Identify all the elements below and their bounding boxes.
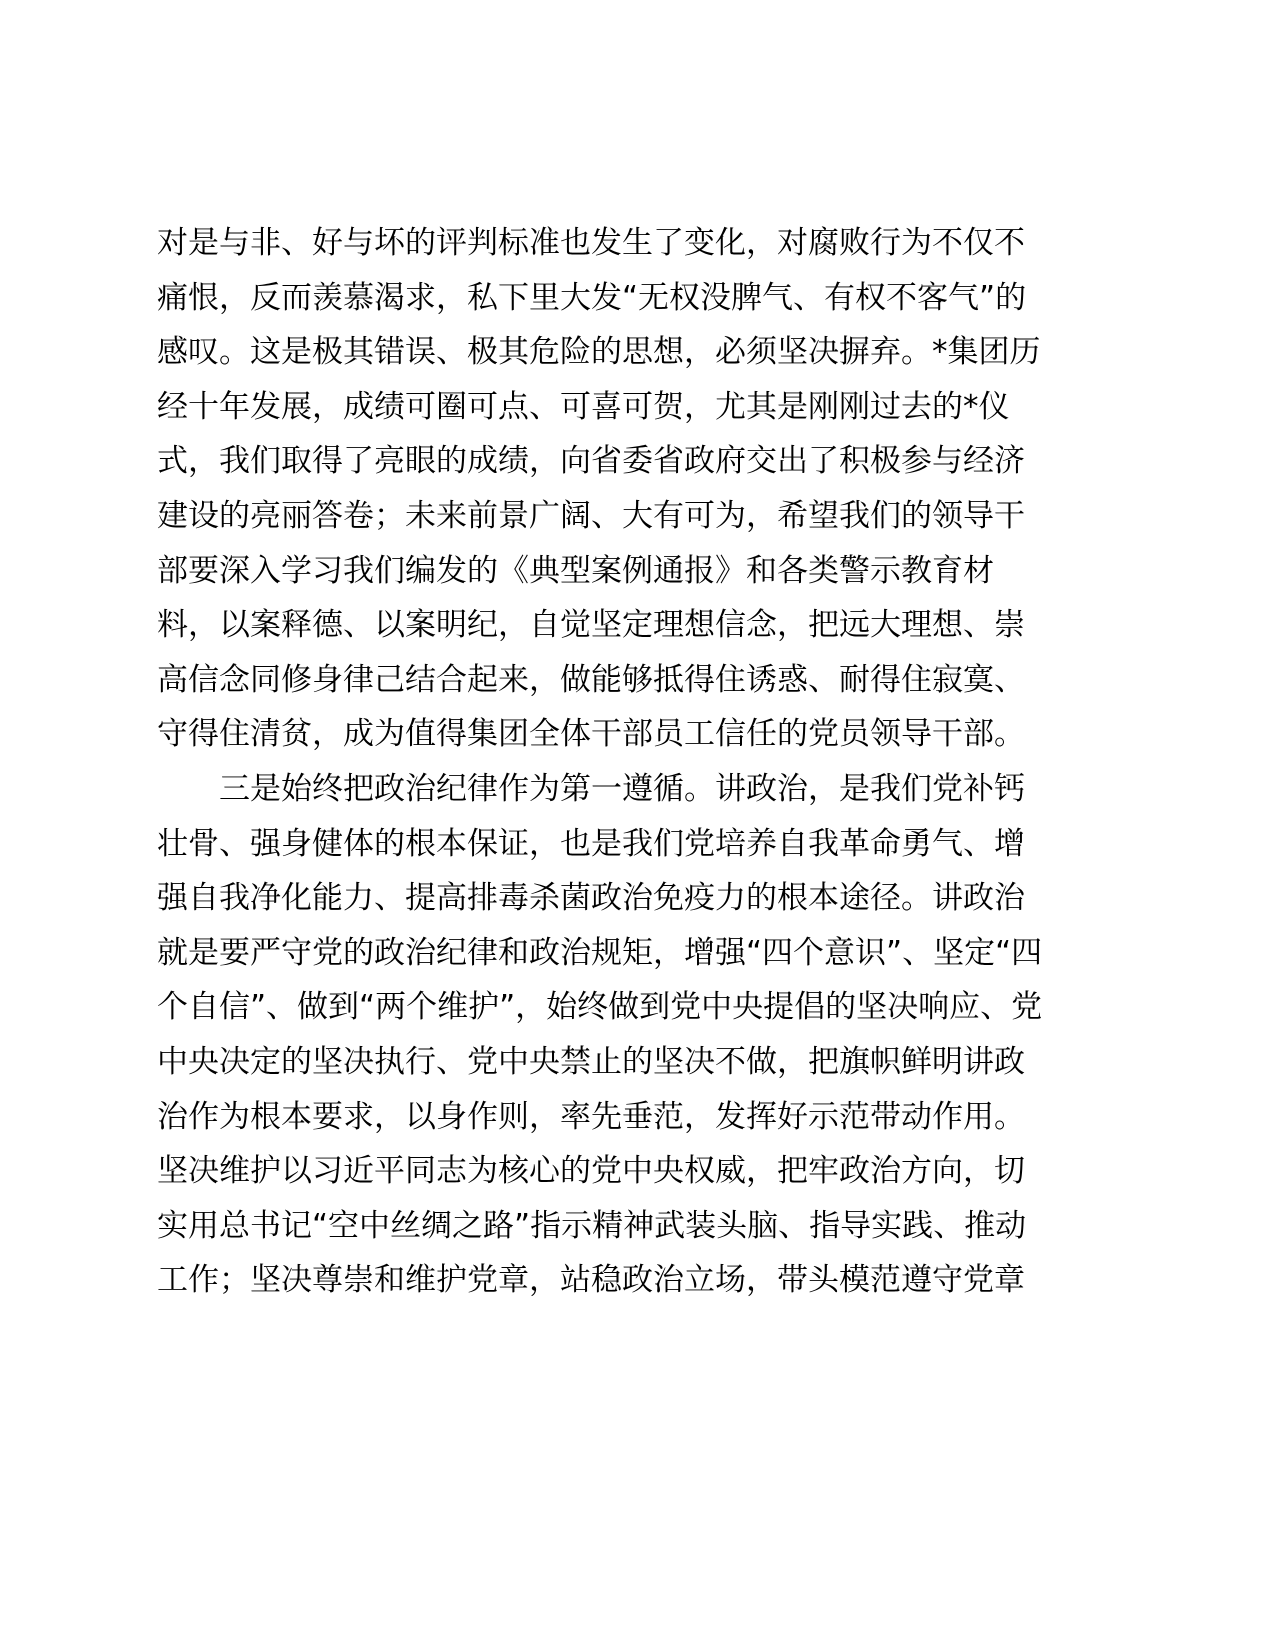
text-line: 料，以案释德、以案明纪，自觉坚定理想信念，把远大理想、崇 bbox=[157, 607, 1025, 644]
text-line: 建设的亮丽答卷；未来前景广阔、大有可为，希望我们的领导干 bbox=[157, 497, 1025, 534]
text-line: 式，我们取得了亮眼的成绩，向省委省政府交出了积极参与经济 bbox=[157, 443, 1025, 480]
text-line: 工作；坚决尊崇和维护党章，站稳政治立场，带头模范遵守党章 bbox=[157, 1262, 1025, 1299]
text-line: 对是与非、好与坏的评判标准也发生了变化，对腐败行为不仅不 bbox=[157, 225, 1025, 261]
text-line: 感叹。这是极其错误、极其危险的思想，必须坚决摒弃。*集团历 bbox=[157, 334, 1041, 371]
body-text bbox=[157, 216, 1077, 1308]
text-line: 中央决定的坚决执行、党中央禁止的坚决不做，把旗帜鲜明讲政 bbox=[157, 1043, 1025, 1080]
text-line: 经十年发展，成绩可圈可点、可喜可贺，尤其是刚刚过去的*仪 bbox=[157, 388, 1010, 425]
text-line: 坚决维护以习近平同志为核心的党中央权威，把牢政治方向，切 bbox=[157, 1153, 1025, 1190]
paragraph-start-line: 三是始终把政治纪律作为第一遵循。讲政治，是我们党补钙 bbox=[219, 770, 1025, 807]
text-line: 就是要严守党的政治纪律和政治规矩，增强“四个意识”、坚定“四 bbox=[157, 934, 1043, 971]
text-line: 壮骨、强身健体的根本保证，也是我们党培养自我革命勇气、增 bbox=[157, 825, 1025, 862]
text-line: 守得住清贫，成为值得集团全体干部员工信任的党员领导干部。 bbox=[157, 716, 1025, 753]
text-line: 个自信”、做到“两个维护”，始终做到党中央提倡的坚决响应、党 bbox=[157, 989, 1043, 1026]
text-line: 高信念同修身律己结合起来，做能够抵得住诱惑、耐得住寂寞、 bbox=[157, 661, 1025, 698]
text-line: 部要深入学习我们编发的《典型案例通报》和各类警示教育材 bbox=[157, 552, 994, 589]
text-line: 治作为根本要求，以身作则，率先垂范，发挥好示范带动作用。 bbox=[157, 1098, 1025, 1135]
text-line: 痛恨，反而羡慕渴求，私下里大发“无权没脾气、有权不客气”的 bbox=[157, 279, 1027, 316]
text-line: 强自我净化能力、提高排毒杀菌政治免疫力的根本途径。讲政治 bbox=[157, 880, 1025, 917]
text-line: 实用总书记“空中丝绸之路”指示精神武装头脑、指导实践、推动 bbox=[157, 1207, 1027, 1244]
